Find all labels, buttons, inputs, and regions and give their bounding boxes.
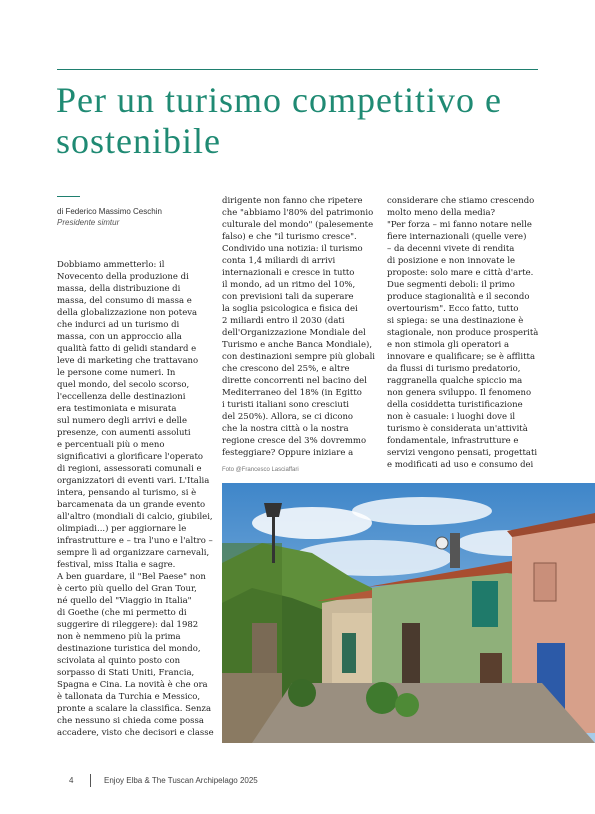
footer-divider [90,774,91,787]
publication-name: Enjoy Elba & The Tuscan Archipelago 2025 [104,776,258,785]
byline [57,206,217,228]
article-column-2: dirigente non fanno che ripetere che "abbiamo l'80% del patrimonio culturale del mondo" (palesemente falso) e che "il turismo cresce". Condivido una notizia: il turismo conta 1,4 miliardi di arrivi internazionali e cresce in tutto il mondo, ad un ritmo del 10%, con previsioni tali da superare la soglia psicologica e fisica dei 2 miliardi entro il 2030 (dati dell'Organizzazione Mondiale del Turismo e anche Banca Mondiale), con destinazioni sempre più globali che crescono del 25%, e altre dirette concorrenti nel bacino del Mediterraneo del 18% (in Egitto i turisti italiani sono cresciuti del 250%). Allora, se ci dicono che la nostra città o la nostra regione cresce del 3% dovremmo festeggiare? Oppure iniziare a [222,196,376,457]
article-column-3: considerare che stiamo crescendo molto meno della media? "Per forza – mi fanno notare nelle fiere internazionali (quelle vere) – da decenni vivete di rendita di posizione e non innovate le proposte: solo mare e città d'arte. Due segmenti deboli: il primo produce stagionalità e il secondo overtourism". Ecco fatto, tutto si spiega: se una destinazione è stagionale, non produce prosperità e non stimola gli operatori a innovare e qualificare; se è afflitta da flussi di turismo predatorio, raggranella qualche spiccio ma non genera sviluppo. Il fenomeno della cosiddetta turistificazione non è casuale: i luoghi dove il turismo è considerata un'attività fondamentale, infrastrutture e servizi vengono pensati, progettati e modificati ad uso e consumo dei [387,196,539,470]
village-photo [222,483,595,743]
byline-divider [57,196,80,197]
article-title: Per un turismo competitivo e sostenibile [56,80,502,161]
top-divider [57,69,538,70]
author-name: di Federico Massimo Ceschin [57,207,162,216]
page-number: 4 [69,776,74,785]
author-role: Presidente simtur [57,218,120,227]
article-column-1: Dobbiamo ammetterlo: il Novecento della produzione di massa, della distribuzione di massa, del consumo di massa e della globalizzazione non poteva che indurci ad un turismo di massa, con un approccio alla qualità fatto di gelidi standard e leve di marketing che trattavano le persone come numeri. In quel mondo, del secolo scorso, l'eccellenza delle destinazioni era testimoniata e misurata sul numero degli arrivi e delle presenze, con aumenti assoluti e percentuali più o meno significativi a glorificare l'operato di regioni, assessorati comunali e organizzatori di eventi vari. L'Italia intera, pensando al turismo, si è barcamenata da un grande evento all'altro (mondiali di calcio, giubilei, olimpiadi...) per aggiornare le infrastrutture e – tra l'uno e l'altro – sempre lì ad organizzare carnevali, festival, miss Italia e sagre. A ben guardare, il "Bel Paese" non è certo più quello del Gran Tour, né quello del "Viaggio in Italia" di Goethe (che mi permetto di suggerire di rileggere): dal 1982 non è nemmeno più la prima destinazione turistica del mondo, scivolata al quinto posto con sorpasso di Stati Uniti, Francia, Spagna e Cina. La novità è che ora è tallonata da Turchia e Messico, pronte a scalare la classifica. Senza che nessuno si chieda come possa accadere, visto che decisori e classe [57,260,214,738]
photo-credit: Foto @Francesco Lasciaffari [222,467,299,473]
